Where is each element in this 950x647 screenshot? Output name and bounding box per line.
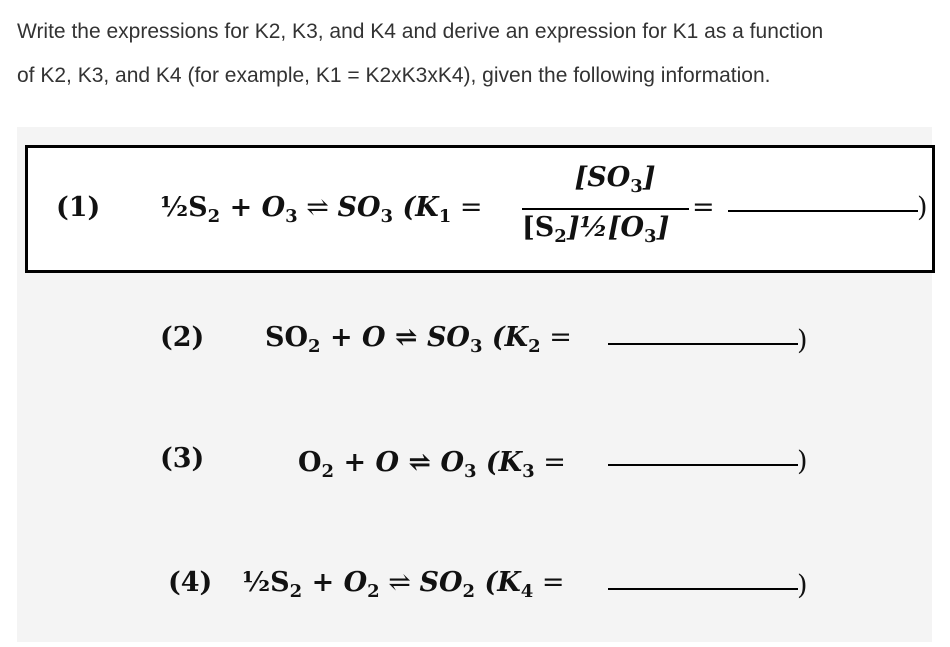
- question-text: [17, 10, 942, 98]
- k2-close-paren: ): [797, 325, 808, 356]
- question-line-1: Write the expressions for K2, K3, and K4 and derive an expression for K1 as a function: [17, 20, 824, 43]
- k1-fraction-bar: [522, 208, 689, 210]
- equation-3-number: (3): [160, 443, 205, 474]
- equation-2-number: (2): [160, 322, 205, 353]
- equation-3-reaction: $O_2 + O$ ⇌ $O_3$ ($K_3$ =: [298, 447, 566, 482]
- k1-numerator: $[SO_3]$: [574, 162, 656, 197]
- k3-close-paren: ): [797, 446, 808, 477]
- k2-answer-blank[interactable]: [608, 343, 798, 345]
- k1-answer-blank[interactable]: [728, 210, 918, 212]
- equation-4-reaction: $\frac{1}{2}S_2 + O_2$ ⇌ $SO_2$ ($K_4$ =: [242, 567, 565, 602]
- k4-close-paren: ): [797, 570, 808, 601]
- k1-close-paren: ): [917, 192, 928, 223]
- k3-answer-blank[interactable]: [608, 464, 798, 466]
- k4-answer-blank[interactable]: [608, 588, 798, 590]
- equation-1-reaction: $\frac{1}{2}S_2 + O_3$ ⇌ $SO_3$ ($K_1$ =: [160, 192, 483, 227]
- question-line-2: of K2, K3, and K4 (for example, K1 = K2xK3xK4), given the following information.: [17, 64, 771, 87]
- k1-equals: =: [692, 192, 715, 223]
- equation-4-number: (4): [168, 567, 213, 598]
- k1-denominator: $[S_2]\frac{1}{2}[O_3]$: [522, 212, 670, 247]
- equation-2-reaction: $SO_2 + O$ ⇌ $SO_3$ ($K_2$ =: [265, 322, 572, 357]
- equation-1-number: (1): [56, 192, 101, 223]
